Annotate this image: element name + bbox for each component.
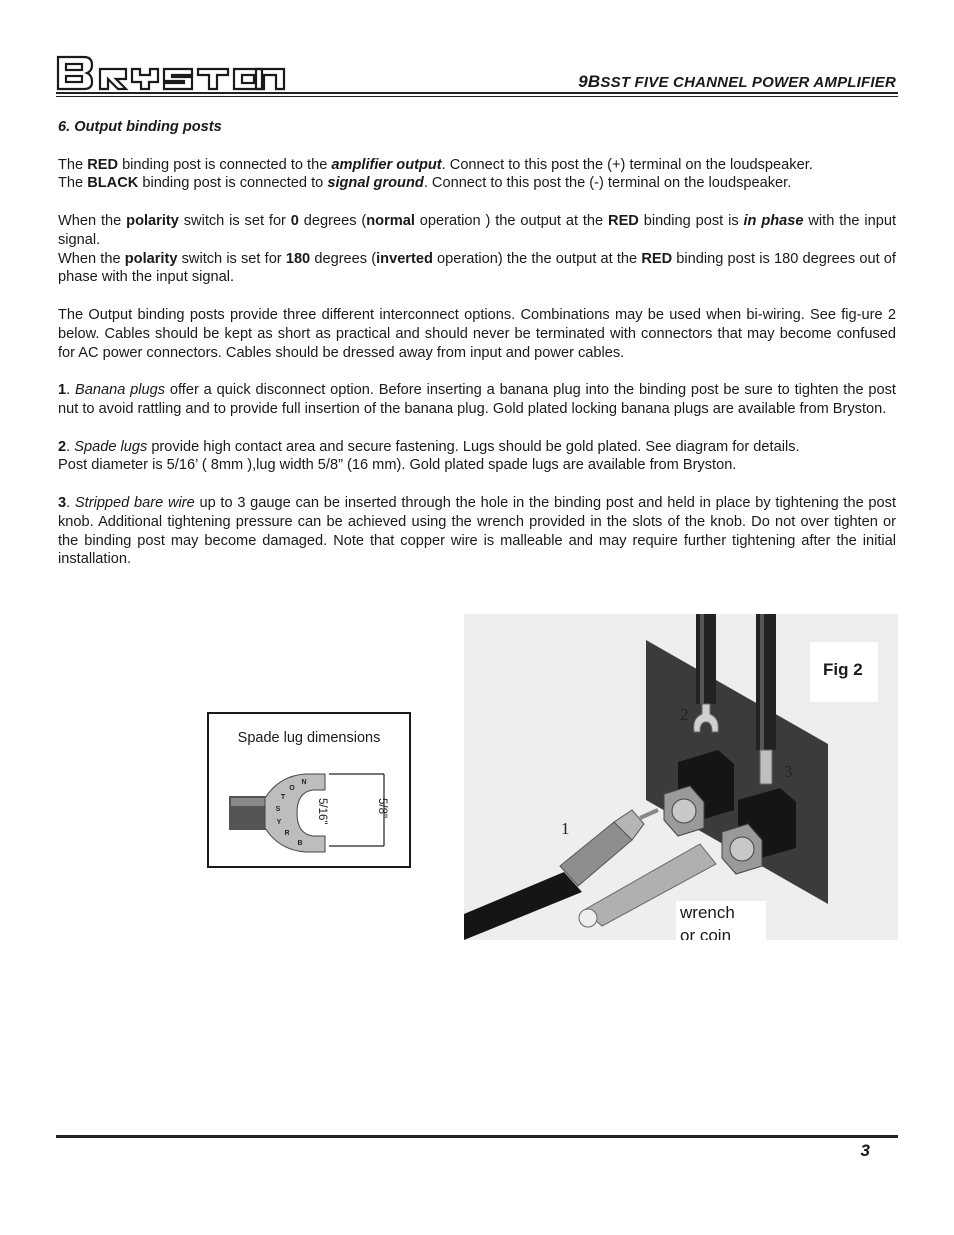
document-title	[578, 72, 896, 92]
lug-letter: T	[280, 794, 286, 801]
wrench-label-line1: wrench	[680, 903, 735, 922]
cable-2	[696, 614, 716, 704]
text: . Connect to this post the (-) terminal on the loudspeaker.	[423, 175, 792, 192]
text: Post diameter is 5/16’ ( 8mm ),lug width 5/8” (16 mm). Gold plated spade lugs are available from Bryston.	[58, 457, 737, 474]
text-bold: inverted	[376, 250, 433, 267]
text: up to 3 gauge can be inserted through the hole in the binding post and held in place by tightening the post knob. Additional tightening pressure can be achieved using the wrench provided in the slots of the knob. Do not over tighten or the binding post may become damaged. Note that copper wire is malleable and may require further tightening after the initial installation.	[58, 494, 897, 568]
figure-label: Fig 2	[810, 642, 878, 702]
section-heading: 6. Output binding posts	[58, 119, 222, 135]
item-term: Banana plugs	[75, 382, 166, 399]
text: binding post is 180 degrees out of phase with the input signal.	[58, 250, 896, 286]
item-term: Spade lugs	[74, 438, 148, 455]
lug-ring	[265, 774, 325, 852]
item-number: 1	[58, 382, 67, 399]
lug-letter: Y	[276, 819, 282, 826]
callout-3: 3	[784, 762, 793, 781]
lug-letter: R	[284, 830, 290, 837]
section-content	[58, 118, 896, 588]
lug-letter: N	[301, 779, 307, 786]
text: offer a quick disconnect option. Before inserting a banana plug into the binding post be sure to tighten the post nut to avoid rattling and to provide full insertion of the banana plug. Gold plated locking banana plugs are available from Bryston.	[58, 382, 896, 417]
width-dimension-label: 5/8"	[376, 798, 388, 819]
spade-lug-graphic	[209, 714, 409, 866]
footer-rule	[56, 1135, 898, 1138]
text: degrees (	[298, 212, 367, 229]
text: .	[66, 382, 76, 399]
text-bold: RED	[87, 156, 119, 173]
paragraph-interconnect-options: The Output binding posts provide three different interconnect options. Combinations may be used when bi-wiring. See fig-ure 2 below. Cables should be kept as short as practical and should never be terminated with connectors that may become confused for AC power connectors. Cables should be dressed away from input and power cables.	[58, 306, 896, 361]
item-number: 3	[58, 494, 67, 511]
text: . Connect to this post the (+) terminal on the loudspeaker.	[441, 156, 813, 173]
title-rest: SST FIVE CHANNEL POWER AMPLIFIER	[600, 74, 896, 91]
paragraph-polarity	[58, 212, 896, 287]
text: binding post is	[638, 212, 744, 229]
text: The	[58, 156, 88, 173]
cable-3	[756, 614, 776, 750]
figure-2	[464, 614, 898, 940]
banana-plug	[560, 822, 632, 886]
text: degrees (	[310, 250, 377, 267]
header-rule	[56, 92, 898, 94]
spade-lug-diagram	[207, 712, 411, 868]
bare-wire	[760, 750, 772, 784]
text-bold: 180	[285, 250, 311, 267]
page-number: 3	[860, 1141, 870, 1160]
paragraph-banana-plugs	[58, 381, 896, 419]
text-bold-italic: signal ground	[327, 175, 424, 192]
text: provide high contact area and secure fastening. Lugs should be gold plated. See diagram for details.	[147, 438, 800, 455]
banana-pin	[640, 810, 658, 818]
text-bold-italic: in phase	[743, 212, 804, 229]
text-bold: RED	[608, 212, 639, 229]
text-bold-italic: amplifier output	[331, 156, 442, 173]
item-number: 2	[58, 438, 67, 455]
callout-1: 1	[561, 819, 570, 838]
text-bold: polarity	[126, 212, 179, 229]
text: switch is set for	[178, 212, 291, 229]
text-bold: polarity	[124, 250, 178, 267]
bryston-logo	[56, 55, 286, 91]
text: operation) the the output at the	[432, 250, 642, 267]
callout-2: 2	[680, 705, 689, 724]
paragraph-post-connections	[58, 156, 896, 194]
wrench-label-line2: or coin	[680, 926, 732, 940]
text: When the	[58, 212, 127, 229]
post-dimension-label: 5/16"	[316, 798, 328, 825]
text-bold: normal	[366, 212, 415, 229]
text: The	[58, 175, 88, 192]
header-rule-thin	[56, 96, 898, 97]
lug-letter: B	[297, 840, 303, 847]
text-bold: RED	[641, 250, 673, 267]
lug-letter: O	[289, 785, 295, 792]
title-model: 9B	[578, 72, 601, 91]
text: When the	[58, 250, 125, 267]
text: .	[66, 438, 75, 455]
text: binding post is connected to	[138, 175, 328, 192]
wrench-label	[676, 901, 766, 940]
text: with the input signal.	[58, 212, 896, 248]
text: binding post is connected to the	[118, 156, 332, 173]
lug-letter: S	[275, 806, 281, 813]
text: .	[66, 494, 75, 511]
text-bold: 0	[290, 212, 299, 229]
text: operation ) the output at the	[414, 212, 609, 229]
paragraph-spade-lugs	[58, 438, 896, 476]
cable-1	[464, 872, 582, 940]
paragraph-bare-wire	[58, 494, 896, 569]
text: switch is set for	[177, 250, 286, 267]
text-bold: BLACK	[87, 175, 139, 192]
item-term: Stripped bare wire	[74, 494, 195, 511]
bryston-logo-graphic	[56, 55, 286, 91]
spade-diagram-title: Spade lug dimensions	[237, 730, 381, 746]
